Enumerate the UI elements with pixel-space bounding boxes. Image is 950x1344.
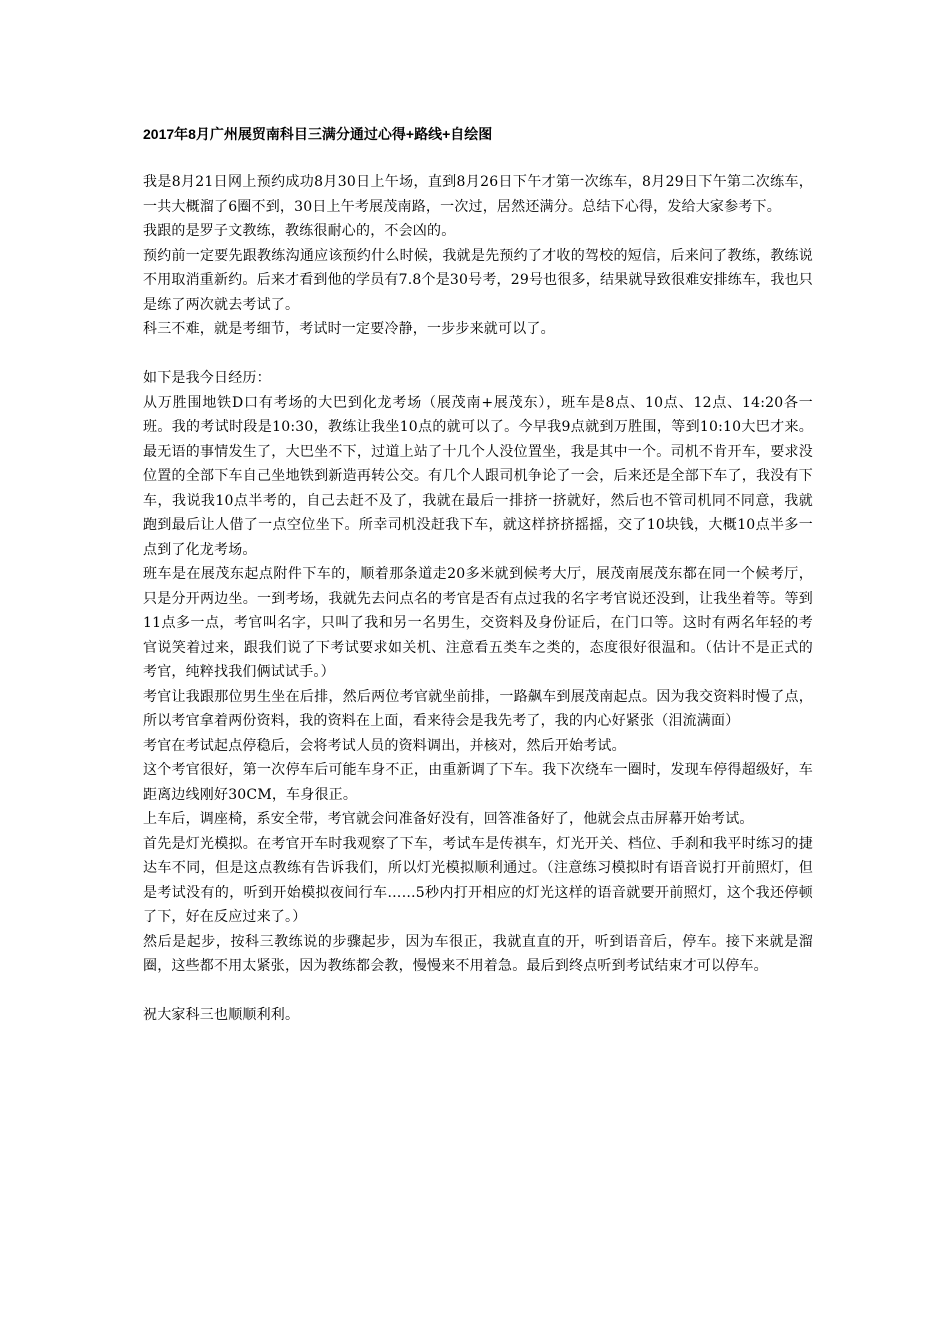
paragraph-waiting-hall: 班车是在展茂东起点附件下车的，顺着那条道走20多米就到候考大厅，展茂南展茂东都在同一个候考厅，只是分开两边坐。一到考场，我就先去问点名的考官是否有点过我的名字考官说还没到，让我坐着等。等到11点多一点，考官叫名字，只叫了我和另一名男生，交资料及身份证后，在门口等。这时有两名年轻的考官说笑着过来，跟我们说了下考试要求如关机、注意看五类车之类的，态度很好很温和。（估计不是正式的考官，纯粹找我们俩试试手。） (143, 566, 813, 680)
paragraph-coach: 我跟的是罗子文教练，教练很耐心的，不会凶的。 (143, 223, 456, 239)
document-title: 2017年8月广州展贸南科目三满分通过心得+路线+自绘图 (143, 126, 493, 142)
paragraph-closing: 祝大家科三也顺顺利利。 (143, 1007, 300, 1023)
document-body (143, 124, 813, 1028)
paragraph-booking: 预约前一定要先跟教练沟通应该预约什么时候，我就是先预约了才收的驾校的短信，后来问了教练，教练说不用取消重新约。后来才看到他的学员有7.8个是30号考，29号也很多，结果就导致很难安排练车，我也只是练了两次就去考试了。 (143, 247, 813, 313)
paragraph-exam-start: 考官在考试起点停稳后，会将考试人员的资料调出，并核对，然后开始考试。 (143, 737, 626, 754)
paragraph-spacer (143, 979, 813, 1004)
paragraph-seat-belt: 上车后，调座椅，系安全带，考官就会问准备好没有，回答准备好了，他就会点击屏幕开始考试。 (143, 811, 754, 827)
paragraph-lights: 首先是灯光模拟。在考官开车时我观察了下车，考试车是传祺车，灯光开关、档位、手刹和我平时练习的捷达车不同，但是这点教练有告诉我们，所以灯光模拟顺利通过。（注意练习模拟时有语音说打开前照灯，但是考试没有的，听到开始模拟夜间行车……5秒内打开相应的灯光这样的语音就要开前照灯，这个我还停顿了下，好在反应过来了。） (143, 835, 813, 925)
paragraph-experience-heading: 如下是我今日经历： (143, 370, 271, 386)
paragraph-intro: 我是8月21日网上预约成功8月30日上午场，直到8月26日下午才第一次练车，8月29日下午第二次练车，一共大概溜了6圈不到，30日上午考展茂南路，一次过，居然还满分。总结下心得，发给大家参考下。 (143, 174, 813, 215)
paragraph-car-check: 这个考官很好，第一次停车后可能车身不正，由重新调了下车。我下次绕车一圈时，发现车停得超级好，车距离边线刚好30CM，车身很正。 (143, 762, 813, 803)
paragraph-advice: 科三不难，就是考细节，考试时一定要冷静，一步步来就可以了。 (143, 321, 555, 337)
paragraph-bus: 从万胜围地铁D口有考场的大巴到化龙考场（展茂南+展茂东），班车是8点、10点、12点、14:20各一班。我的考试时段是10:30，教练让我坐10点的就可以了。今早我9点就到万胜围，等到10:10大巴才来。最无语的事情发生了，大巴坐不下，过道上站了十几个人没位置坐，我是其中一个。司机不肯开车，要求没位置的全部下车自己坐地铁到新造再转公交。有几个人跟司机争论了一会，后来还是全部下车了，我没有下车，我说我10点半考的，自己去赶不及了，我就在最后一排挤一挤就好，然后也不管司机同不同意，我就跑到最后让人借了一点空位坐下。所幸司机没赶我下车，就这样挤挤摇摇，交了10块钱，大概10点半多一点到了化龙考场。 (143, 394, 813, 558)
paragraph-driving: 然后是起步，按科三教练说的步骤起步，因为车很正，我就直直的开，听到语音后，停车。接下来就是溜圈，这些都不用太紧张，因为教练都会教，慢慢来不用着急。最后到终点听到考试结束才可以停车。 (143, 933, 813, 974)
paragraph-ride-to-start: 考官让我跟那位男生坐在后排，然后两位考官就坐前排，一路飙车到展茂南起点。因为我交资料时慢了点，所以考官拿着两份资料，我的资料在上面，看来待会是我先考了，我的内心好紧张（泪流满面） (143, 688, 813, 729)
paragraph-spacer (143, 342, 813, 367)
